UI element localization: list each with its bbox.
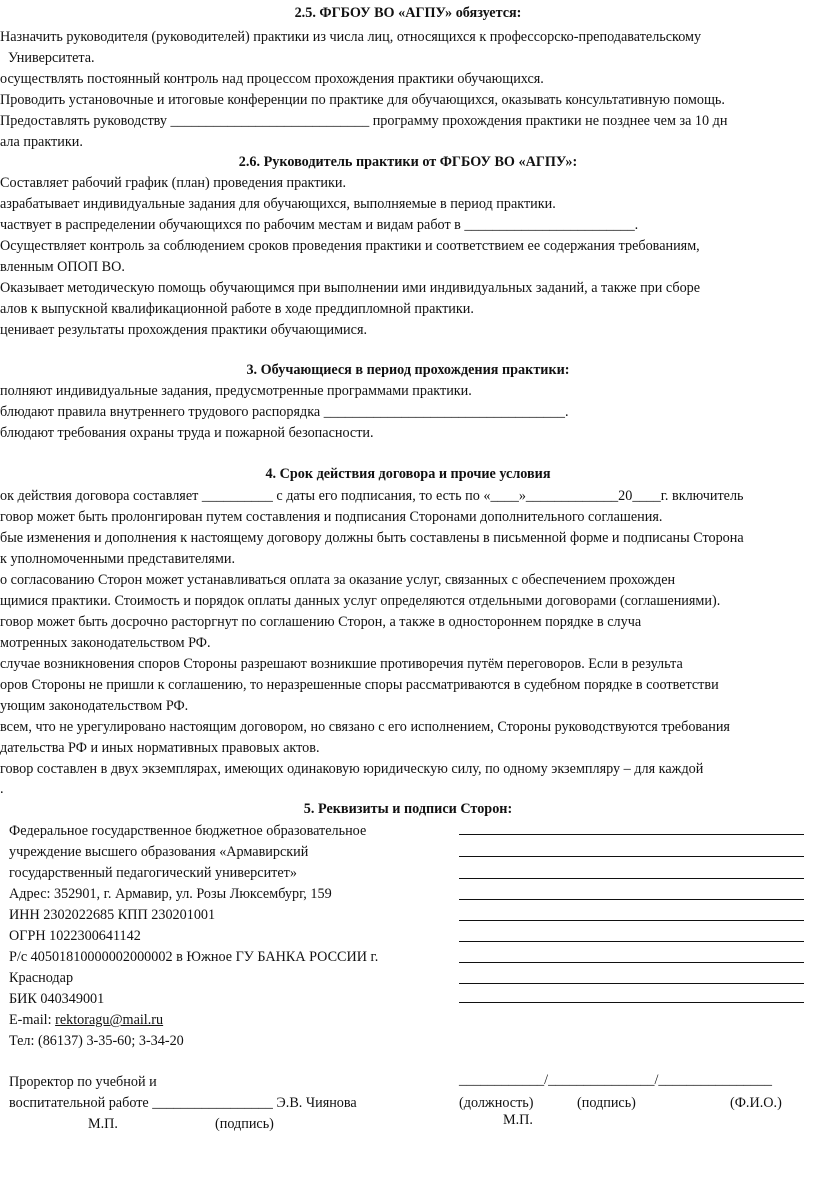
blank-line xyxy=(459,983,804,984)
blank-line xyxy=(459,834,804,835)
requisites-line: Краснодар xyxy=(9,970,74,986)
requisites-line: Адрес: 352901, г. Армавир, ул. Розы Люксембург, 159 xyxy=(9,886,332,902)
text-line: ующим законодательством РФ. xyxy=(0,698,189,714)
phone-line: Тел: (86137) 3-35-60; 3-34-20 xyxy=(9,1033,184,1049)
text-line: . xyxy=(0,781,4,797)
stamp-label-left: М.П. xyxy=(88,1116,118,1132)
text-line: мотренных законодательством РФ. xyxy=(0,635,211,651)
text-line: о согласованию Сторон может устанавливаться оплата за оказание услуг, связанных с обеспечением прохожден xyxy=(0,572,676,588)
requisites-line: Федеральное государственное бюджетное образовательное xyxy=(9,823,367,839)
blank-line xyxy=(459,899,804,900)
text-line: полняют индивидуальные задания, предусмотренные программами практики. xyxy=(0,383,472,399)
section-2-6-heading: 2.6. Руководитель практики от ФГБОУ ВО «АГПУ»: xyxy=(238,154,578,170)
requisites-line: государственный педагогический университет» xyxy=(9,865,297,881)
text-line: Проводить установочные и итоговые конференции по практике для обучающихся, оказывать консультативную помощь. xyxy=(0,92,725,108)
text-line: Составляет рабочий график (план) проведения практики. xyxy=(0,175,347,191)
text-line: говор составлен в двух экземплярах, имеющих одинаковую юридическую силу, по одному экземпляру – для каждой xyxy=(0,761,704,777)
text-line: частвует в распределении обучающихся по рабочим местам и видам работ в ________________________. xyxy=(0,217,639,233)
requisites-line: БИК 040349001 xyxy=(9,991,105,1007)
text-line: дательства РФ и иных нормативных правовых актов. xyxy=(0,740,320,756)
section-4-heading: 4. Срок действия договора и прочие условия xyxy=(265,466,551,482)
caption-signature: (подпись) xyxy=(577,1095,636,1111)
caption-position: (должность) xyxy=(459,1095,534,1111)
blank-line xyxy=(459,1002,804,1003)
blank-line xyxy=(459,941,804,942)
blank-line xyxy=(459,878,804,879)
blank-line xyxy=(459,856,804,857)
section-2-5-heading: 2.5. ФГБОУ ВО «АГПУ» обязуется: xyxy=(294,5,522,21)
email-label: E-mail: xyxy=(9,1012,56,1028)
text-line: Осуществляет контроль за соблюдением сроков проведения практики и соответствием ее содержания требованиям, xyxy=(0,238,700,254)
caption-name: (Ф.И.О.) xyxy=(730,1095,782,1111)
blank-line xyxy=(459,920,804,921)
email-line xyxy=(9,1011,163,1029)
text-line: Предоставлять руководству ____________________________ программу прохождения практики не позднее чем за 10 дн xyxy=(0,113,728,129)
requisites-line: Р/с 40501810000002000002 в Южное ГУ БАНКА РОССИИ г. xyxy=(9,949,379,965)
text-line: блюдают требования охраны труда и пожарной безопасности. xyxy=(0,425,374,441)
text-line: Университета. xyxy=(8,50,95,66)
signature-line-right: ____________/_______________/________________ xyxy=(459,1072,772,1088)
text-line: блюдают правила внутреннего трудового распорядка __________________________________. xyxy=(0,404,569,420)
text-line: Оказывает методическую помощь обучающимся при выполнении ими индивидуальных заданий, а также при сборе xyxy=(0,280,701,296)
text-line: говор может быть пролонгирован путем составления и подписания Сторонами дополнительного соглашения. xyxy=(0,509,663,525)
text-line: осуществлять постоянный контроль над процессом прохождения практики обучающихся. xyxy=(0,71,544,87)
text-line: щимися практики. Стоимость и порядок оплаты данных услуг определяются отдельными договорами (соглашениями). xyxy=(0,593,721,609)
email-link[interactable]: rektoragu@mail.ru xyxy=(55,1012,164,1028)
text-line: ала практики. xyxy=(0,134,83,150)
text-line: ценивает результаты прохождения практики обучающимися. xyxy=(0,322,368,338)
text-line: оров Стороны не пришли к соглашению, то неразрешенные споры рассматриваются в судебном порядке в соответстви xyxy=(0,677,719,693)
text-line: вленным ОПОП ВО. xyxy=(0,259,125,275)
signer-line: воспитательной работе _________________ Э.В. Чиянова xyxy=(9,1095,357,1111)
requisites-line: ИНН 2302022685 КПП 230201001 xyxy=(9,907,216,923)
text-line: ок действия договора составляет __________ с даты его подписания, то есть по «____»_____________20____г. включитель xyxy=(0,488,744,504)
text-line: Назначить руководителя (руководителей) практики из числа лиц, относящихся к профессорско-преподавательскому xyxy=(0,29,702,45)
text-line: говор может быть досрочно расторгнут по соглашению Сторон, а также в одностороннем порядке в случа xyxy=(0,614,642,630)
text-line: алов к выпускной квалификационной работе в ходе преддипломной практики. xyxy=(0,301,474,317)
text-line: бые изменения и дополнения к настоящему договору должны быть составлены в письменной форме и подписаны Сторона xyxy=(0,530,744,546)
signer-title: Проректор по учебной и xyxy=(9,1074,157,1090)
text-line: азрабатывает индивидуальные задания для обучающихся, выполняемые в период практики. xyxy=(0,196,556,212)
stamp-label-right: М.П. xyxy=(503,1112,533,1128)
section-3-heading: 3. Обучающиеся в период прохождения практики: xyxy=(246,362,570,378)
section-5-heading: 5. Реквизиты и подписи Сторон: xyxy=(303,801,513,817)
requisites-line: учреждение высшего образования «Армавирский xyxy=(9,844,309,860)
text-line: к уполномоченными представителями. xyxy=(0,551,235,567)
blank-line xyxy=(459,962,804,963)
requisites-line: ОГРН 1022300641142 xyxy=(9,928,141,944)
text-line: случае возникновения споров Стороны разрешают возникшие противоречия путём переговоров. Если в результа xyxy=(0,656,683,672)
text-line: всем, что не урегулировано настоящим договором, но связано с его исполнением, Стороны руководствуются требования xyxy=(0,719,730,735)
signature-caption-left: (подпись) xyxy=(215,1116,274,1132)
